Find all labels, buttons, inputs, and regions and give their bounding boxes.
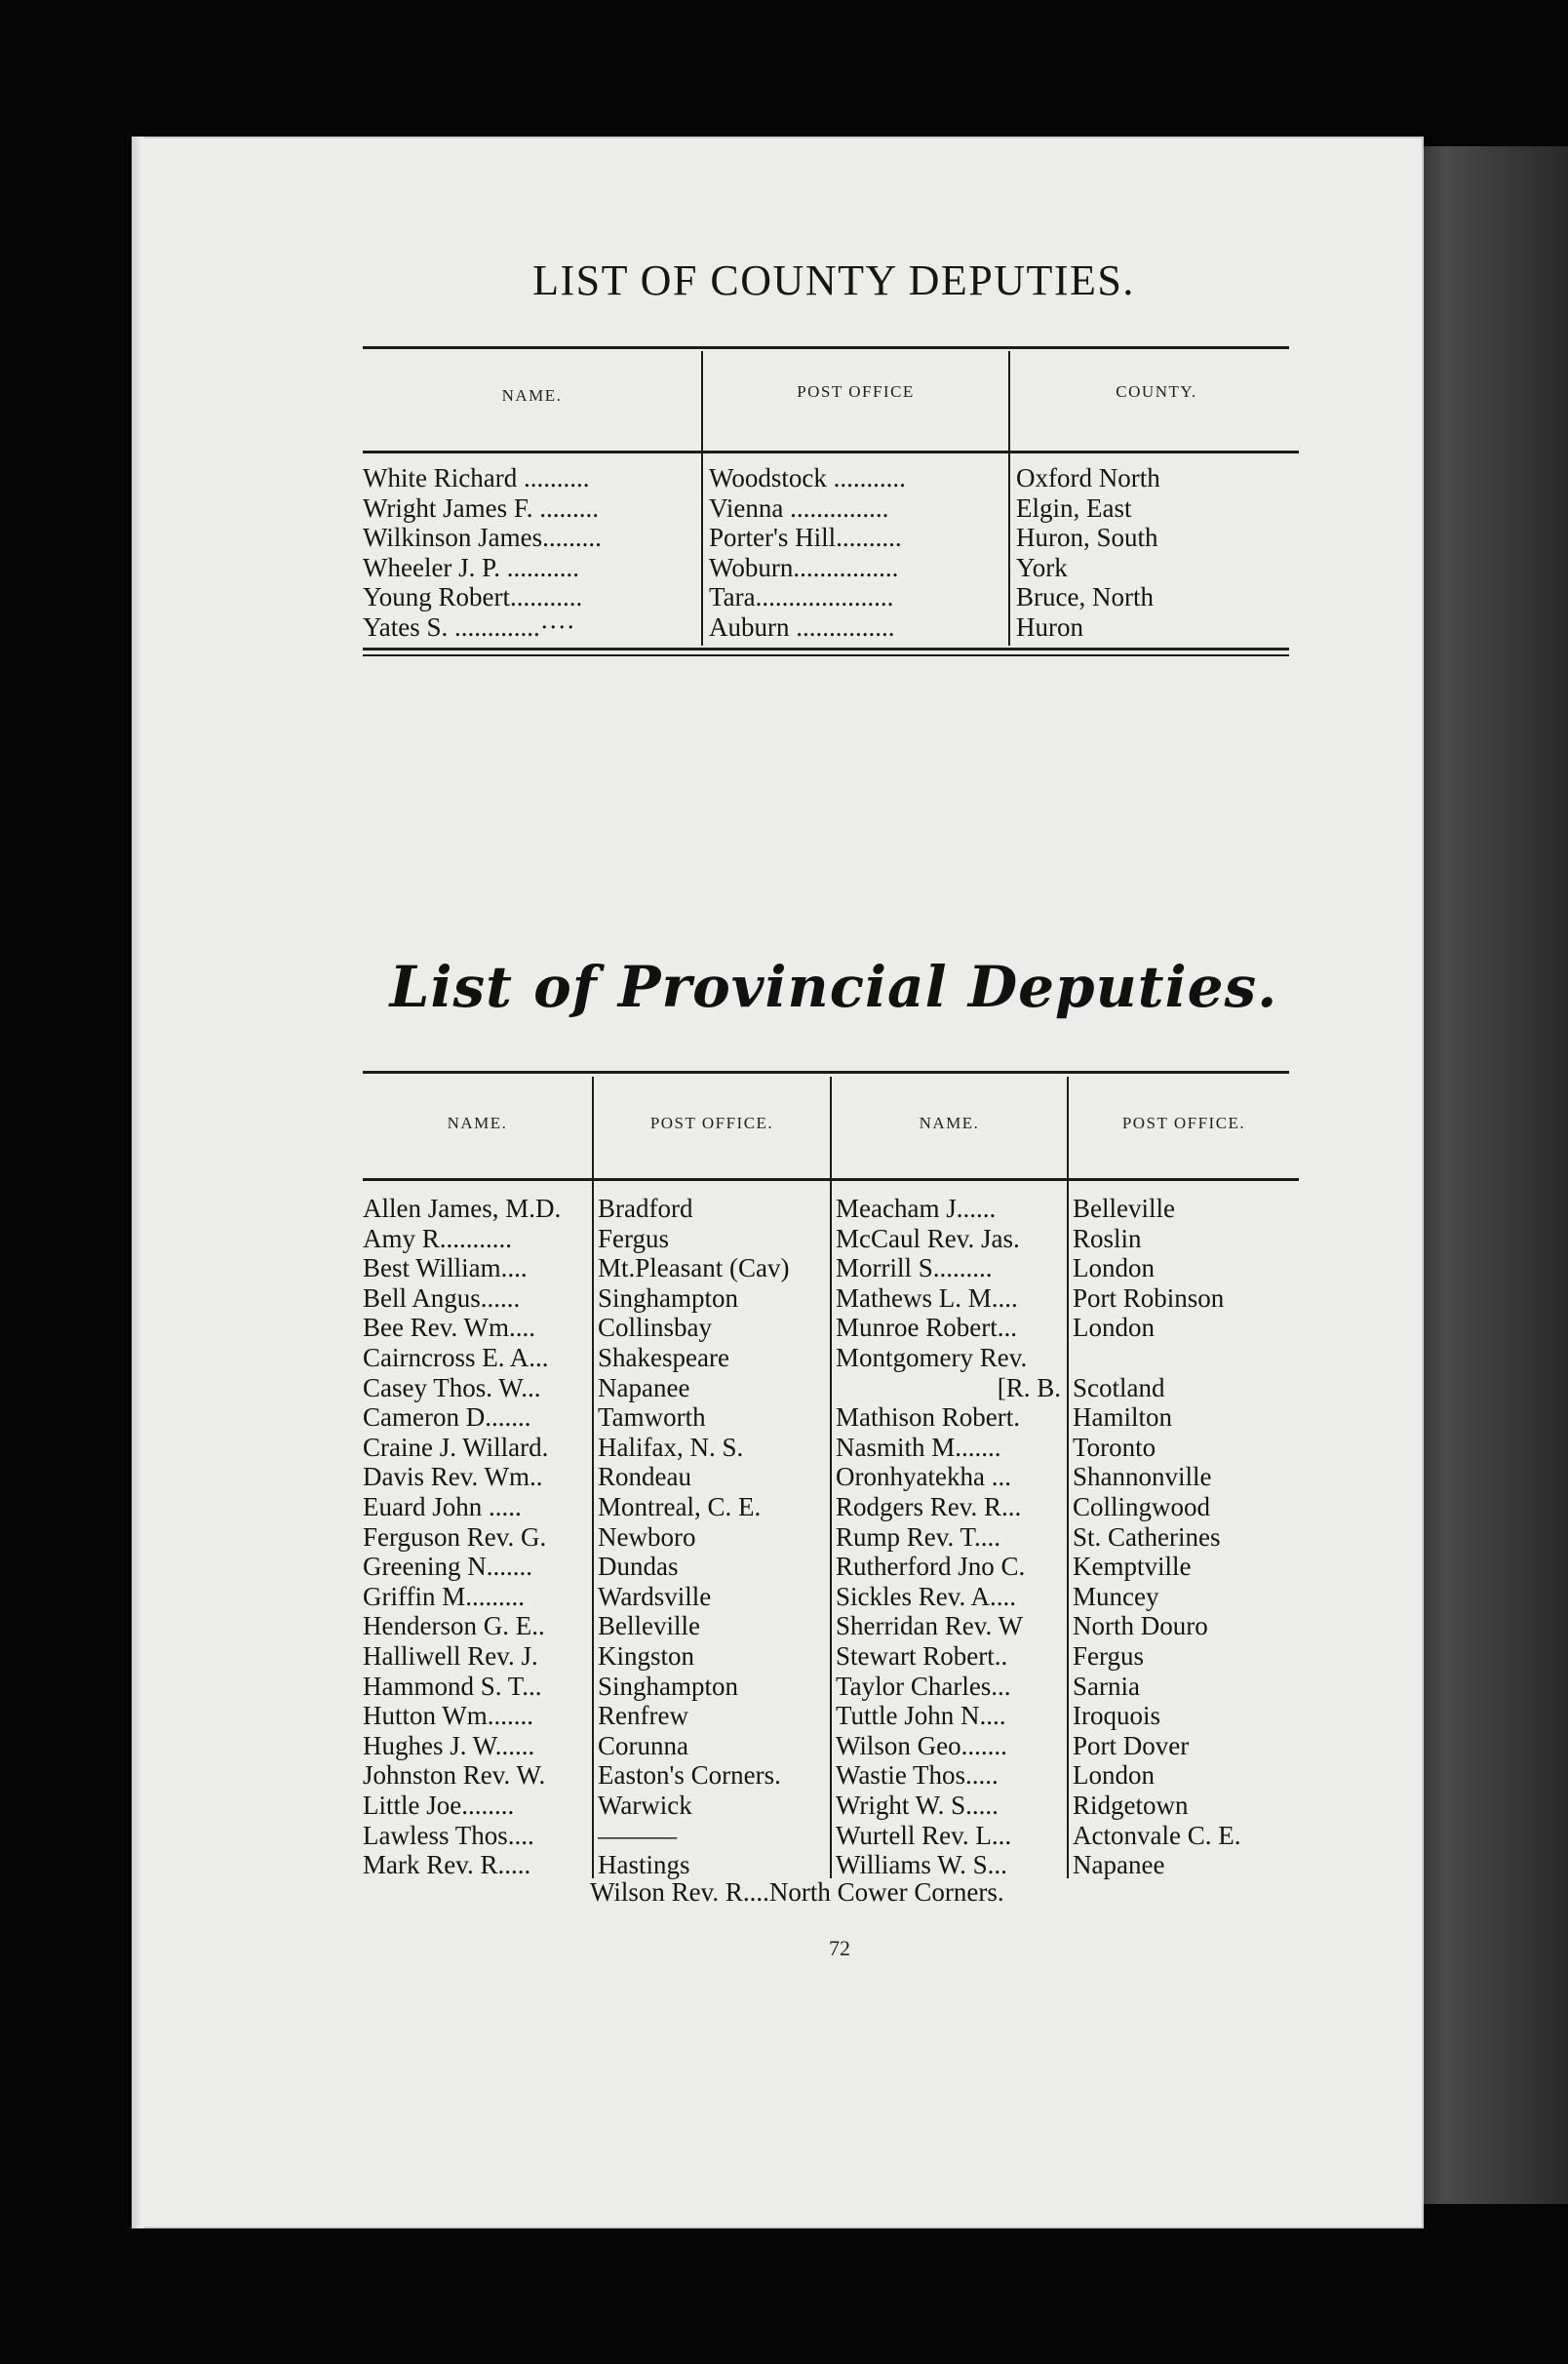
prov-cell-name-right: Oronhyatekha ... (836, 1462, 1011, 1492)
prov-cell-post-right: Fergus (1073, 1641, 1145, 1671)
prov-cell-name-right: Tuttle John N.... (836, 1701, 1006, 1731)
prov-cell-post-right: Napanee (1073, 1850, 1165, 1880)
prov-cell-post-left: Montreal, C. E. (598, 1492, 762, 1521)
prov-cell-name-left: Henderson G. E.. (363, 1611, 545, 1641)
county-header-county: COUNTY. (1116, 382, 1197, 401)
county-cell-name: Yates S. .............···· (363, 611, 575, 642)
prov-cell-name-right: Mathison Robert. (836, 1402, 1020, 1433)
prov-cell-name-left: Allen James, M.D. (363, 1194, 562, 1223)
table-row (363, 1224, 1299, 1253)
prov-cell-name-right: Rodgers Rev. R... (836, 1492, 1022, 1521)
prov-cell-post-left: Collinsbay (598, 1313, 713, 1343)
table-row (363, 1283, 1299, 1313)
prov-cell-post-right: Actonvale C. E. (1073, 1820, 1241, 1850)
prov-cell-name-left: Little Joe........ (363, 1791, 515, 1820)
book-spine (1404, 146, 1568, 2204)
prov-cell-post-right: London (1073, 1760, 1155, 1791)
prov-cell-post-left: Dundas (598, 1552, 679, 1582)
prov-cell-post-right: Scotland (1073, 1372, 1165, 1402)
prov-cell-post-left: Rondeau (598, 1462, 691, 1492)
county-cell-name: Young Robert........... (363, 582, 583, 611)
table-row (363, 553, 1299, 582)
prov-cell-name-right: Munroe Robert... (836, 1313, 1017, 1343)
table-row (363, 1373, 1299, 1402)
prov-cell-name-left: Davis Rev. Wm.. (363, 1462, 543, 1492)
prov-cell-post-right: Kemptville (1073, 1552, 1192, 1582)
table-row (363, 1552, 1299, 1581)
prov-cell-post-right: Sarnia (1073, 1671, 1140, 1701)
prov-cell-name-right: Stewart Robert.. (836, 1641, 1008, 1671)
county-cell-post-office: Tara..................... (709, 582, 894, 611)
prov-cell-post-left: Fergus (598, 1223, 670, 1253)
table-row (363, 1611, 1299, 1640)
prov-cell-name-left: Casey Thos. W... (363, 1372, 541, 1402)
county-cell-post-office: Porter's Hill.......... (709, 523, 902, 552)
prov-cell-post-right: Muncey (1073, 1581, 1159, 1611)
table-row (363, 1343, 1299, 1372)
county-header-name: NAME. (501, 386, 563, 405)
county-cell-county: Oxford North (1016, 463, 1160, 492)
prov-cell-post-right: Roslin (1073, 1223, 1142, 1253)
county-cell-county: Elgin, East (1016, 492, 1132, 523)
prov-cell-post-right: North Douro (1073, 1611, 1208, 1641)
prov-cell-name-right: Taylor Charles... (836, 1671, 1011, 1701)
page-edge (132, 137, 143, 2228)
county-cell-name: Wilkinson James......... (363, 523, 602, 552)
prov-cell-post-left: Renfrew (598, 1701, 688, 1731)
prov-cell-post-left: Wardsville (598, 1581, 712, 1611)
prov-cell-name-left: Craine J. Willard. (363, 1432, 549, 1462)
county-deputies-title: LIST OF COUNTY DEPUTIES. (532, 256, 1135, 304)
prov-cell-name-right: Williams W. S... (836, 1850, 1007, 1880)
table-row (363, 1582, 1299, 1611)
prov-cell-name-right: Wright W. S..... (836, 1791, 999, 1820)
prov-header-name-left: NAME. (447, 1114, 508, 1132)
prov-cell-name-left: Johnston Rev. W. (363, 1760, 546, 1791)
prov-cell-post-left: Mt.Pleasant (Cav) (598, 1253, 790, 1283)
prov-cell-post-right: Port Robinson (1073, 1282, 1225, 1313)
table-row (363, 1672, 1299, 1701)
county-top-rule (363, 346, 1289, 349)
prov-cell-post-left: Newboro (598, 1521, 696, 1552)
county-cell-post-office: Auburn ............... (709, 611, 895, 642)
prov-cell-post-left: Halifax, N. S. (598, 1432, 744, 1462)
prov-cell-post-left: Singhampton (598, 1282, 739, 1313)
prov-cell-post-left: Tamworth (598, 1402, 706, 1433)
table-row (363, 612, 1299, 642)
county-cell-name: White Richard .......... (363, 463, 590, 492)
prov-cell-post-right: Hamilton (1073, 1402, 1172, 1433)
prov-cell-post-left: Kingston (598, 1641, 695, 1671)
prov-cell-name-left: Cairncross E. A... (363, 1343, 549, 1372)
prov-cell-post-left: Belleville (598, 1611, 700, 1641)
prov-cell-post-left: Napanee (598, 1372, 690, 1402)
prov-cell-name-left: Greening N....... (363, 1552, 532, 1582)
prov-cell-name-right: Wilson Geo....... (836, 1730, 1007, 1760)
prov-cell-name-right: McCaul Rev. Jas. (836, 1223, 1020, 1253)
prov-cell-name-left: Ferguson Rev. G. (363, 1521, 547, 1552)
prov-cell-name-right: Sickles Rev. A.... (836, 1581, 1016, 1611)
prov-cell-name-left: Griffin M......... (363, 1581, 525, 1611)
prov-top-rule (363, 1071, 1289, 1074)
county-cell-county: Bruce, North (1016, 582, 1154, 611)
table-row (363, 1641, 1299, 1671)
table-row (363, 463, 1299, 492)
prov-header-rule (363, 1178, 1299, 1181)
provincial-deputies-title: List of Provincial Deputies. (389, 954, 1278, 1020)
table-row (363, 493, 1299, 523)
prov-cell-name-left: Bell Angus...... (363, 1282, 521, 1313)
prov-cell-name-right: Rump Rev. T.... (836, 1521, 1001, 1552)
county-cell-post-office: Woburn................ (709, 552, 899, 582)
prov-cell-post-right: Belleville (1073, 1194, 1175, 1223)
county-cell-name: Wheeler J. P. ........... (363, 552, 579, 582)
table-row (363, 1492, 1299, 1521)
table-row (363, 1701, 1299, 1730)
prov-cell-name-left: Hughes J. W...... (363, 1730, 535, 1760)
prov-cell-name-left: Hammond S. T... (363, 1671, 542, 1701)
prov-cell-name-left: Bee Rev. Wm.... (363, 1313, 535, 1343)
county-cell-post-office: Vienna ............... (709, 492, 889, 523)
prov-cell-post-left: Easton's Corners. (598, 1760, 781, 1791)
prov-cell-post-right: Ridgetown (1073, 1791, 1189, 1820)
prov-cell-post-right: Collingwood (1073, 1492, 1211, 1521)
table-row (363, 1253, 1299, 1282)
provincial-footer-row: Wilson Rev. R....North Cower Corners. (590, 1877, 1004, 1907)
prov-cell-post-right: Iroquois (1073, 1701, 1160, 1731)
table-row (363, 1760, 1299, 1790)
prov-cell-post-right: Toronto (1073, 1432, 1156, 1462)
table-row (363, 1821, 1299, 1850)
prov-cell-post-left: Warwick (598, 1791, 692, 1820)
prov-cell-post-left: Hastings (598, 1850, 690, 1880)
prov-cell-name-left: Hutton Wm....... (363, 1701, 533, 1731)
county-cell-post-office: Woodstock ........... (709, 463, 906, 492)
table-row (363, 1194, 1299, 1223)
table-row (363, 1731, 1299, 1760)
prov-header-post-left: POST OFFICE. (649, 1114, 774, 1132)
prov-cell-post-left: ——— (598, 1820, 677, 1850)
prov-cell-name-left: Best William.... (363, 1253, 528, 1283)
prov-cell-post-right: Shannonville (1073, 1462, 1212, 1492)
prov-cell-name-right: Montgomery Rev. (836, 1343, 1028, 1372)
prov-cell-name-right: Nasmith M....... (836, 1432, 1001, 1462)
prov-cell-name-right: Wurtell Rev. L... (836, 1820, 1012, 1850)
prov-cell-post-left: Shakespeare (598, 1343, 729, 1372)
prov-cell-name-right: Meacham J...... (836, 1194, 997, 1223)
prov-header-post-right: POST OFFICE. (1121, 1114, 1246, 1132)
prov-header-name-right: NAME. (919, 1114, 980, 1132)
table-row (363, 1850, 1299, 1879)
county-header-rule (363, 451, 1299, 453)
prov-cell-name-left: Halliwell Rev. J. (363, 1641, 538, 1671)
prov-cell-name-left: Lawless Thos.... (363, 1820, 534, 1850)
prov-cell-name-right: [R. B. (997, 1372, 1061, 1402)
table-row (363, 523, 1299, 552)
table-row (363, 1402, 1299, 1432)
page-number: 72 (829, 1936, 850, 1960)
prov-cell-name-right: Sherridan Rev. W (836, 1611, 1023, 1641)
prov-cell-post-left: Bradford (598, 1194, 693, 1223)
prov-cell-name-left: Mark Rev. R..... (363, 1850, 531, 1880)
prov-cell-name-left: Amy R........... (363, 1223, 513, 1253)
prov-cell-post-left: Singhampton (598, 1671, 739, 1701)
prov-cell-post-right: London (1073, 1253, 1155, 1283)
prov-cell-name-right: Rutherford Jno C. (836, 1552, 1026, 1582)
table-row (363, 1462, 1299, 1491)
prov-cell-post-left: Corunna (598, 1730, 688, 1760)
prov-cell-post-right: London (1073, 1313, 1155, 1343)
county-cell-name: Wright James F. ......... (363, 492, 599, 523)
county-cell-county: York (1016, 552, 1068, 582)
table-row (363, 582, 1299, 611)
county-bottom-rule-2 (363, 654, 1289, 656)
prov-cell-name-right: Morrill S......... (836, 1253, 993, 1283)
table-row (363, 1522, 1299, 1552)
county-bottom-rule-1 (363, 648, 1289, 650)
prov-cell-name-left: Cameron D....... (363, 1402, 531, 1433)
county-cell-county: Huron (1016, 611, 1083, 642)
prov-cell-post-right: St. Catherines (1073, 1521, 1221, 1552)
prov-cell-name-left: Euard John ..... (363, 1492, 522, 1521)
county-cell-county: Huron, South (1016, 523, 1158, 552)
prov-cell-post-right: Port Dover (1073, 1730, 1190, 1760)
table-row (363, 1433, 1299, 1462)
table-row (363, 1791, 1299, 1820)
prov-cell-name-right: Mathews L. M.... (836, 1282, 1018, 1313)
county-header-post-office: POST OFFICE (797, 382, 915, 401)
table-row (363, 1313, 1299, 1342)
prov-cell-name-right: Wastie Thos..... (836, 1760, 999, 1791)
